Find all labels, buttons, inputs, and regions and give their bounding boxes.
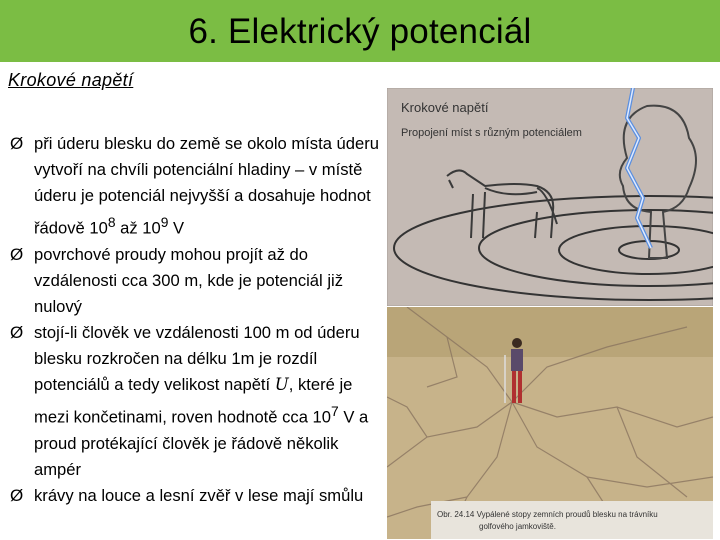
bullet-text: stojí-li člověk ve vzdálenosti 100 m od úderu blesku rozkročen na délku 1m je rozdíl potenciálů a tedy velikost napětí U, které je mezi končetinami, roven hodnotě cca $10^7$ V a proud protékající člověk je řádově několik ampér [34, 323, 369, 480]
bullet-item [10, 483, 382, 509]
arrow-bullet-icon: Ø [10, 323, 24, 343]
arrow-bullet-icon: Ø [10, 244, 24, 264]
bullet-list [10, 131, 382, 509]
slide-title: 6. Elektrický potenciál [188, 12, 532, 51]
bullet-text: povrchové proudy mohou projít až do vzdálenosti cca 300 m, kde je potenciál již nulový [34, 244, 343, 317]
bullet-text: při úderu blesku do země se okolo místa úderu vytvoří na chvíli potenciální hladiny – v místě úderu je potenciál nejvyšší a dosahuje hodnot řádově $10^8$ až $10^9$ V [34, 134, 379, 238]
lightning-traces-photo [387, 307, 713, 539]
bullet-item [10, 242, 382, 320]
slide-subtitle: Krokové napětí [8, 70, 134, 90]
figure2-caption-line1: Obr. 24.14 Vypálené stopy zemních proudů blesku na trávníku [437, 510, 658, 519]
figure2-caption-line2: golfového jamkoviště. [479, 522, 556, 531]
step-voltage-illustration [387, 88, 713, 306]
figure1-title: Krokové napětí [401, 100, 489, 115]
bullet-text: krávy na louce a lesní zvěř v lese mají smůlu [34, 486, 364, 506]
arrow-bullet-icon: Ø [10, 486, 24, 506]
bullet-item [10, 131, 382, 242]
figure1-caption: Propojení míst s různým potenciálem [401, 127, 582, 139]
arrow-bullet-icon: Ø [10, 134, 24, 153]
figure2-caption-box [431, 501, 713, 539]
bullet-item [10, 320, 382, 483]
